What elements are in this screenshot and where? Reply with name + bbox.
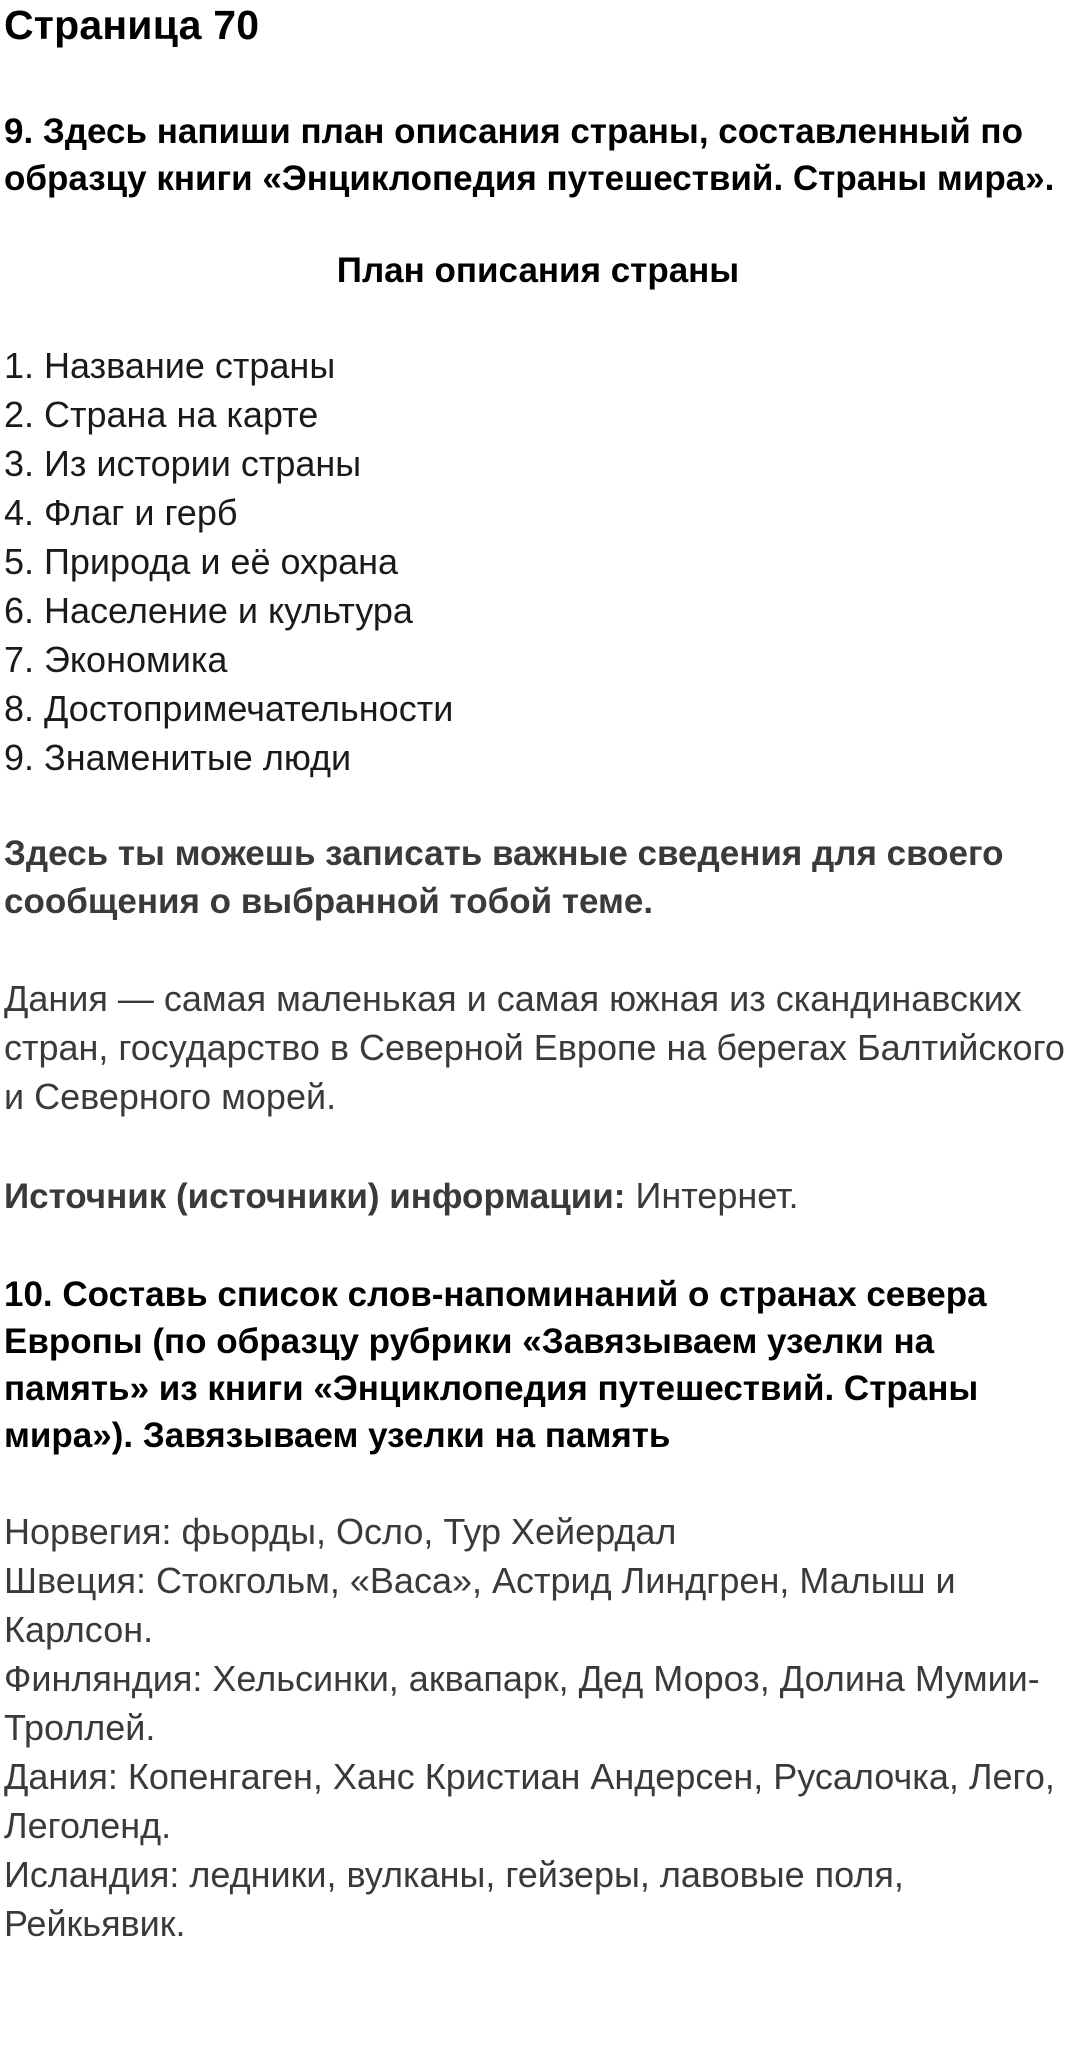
plan-item: 6. Население и культура	[4, 590, 413, 631]
notes-prompt: Здесь ты можешь записать важные сведения для своего сообщения о выбранной тобой теме.	[4, 834, 1004, 921]
memo-item-sweden: Швеция: Стокгольм, «Васа», Астрид Линдгрен, Малыш и Карлсон.	[4, 1560, 956, 1650]
notes-text: Дания — самая маленькая и самая южная из скандинавских стран, государство в Северной Европе на берегах Балтийского и Северного морей.	[4, 978, 1065, 1117]
plan-list	[4, 341, 1072, 782]
memo-list	[4, 1507, 1072, 1948]
memo-item-iceland: Исландия: ледники, вулканы, гейзеры, лавовые поля, Рейкьявик.	[4, 1854, 904, 1944]
plan-heading: План описания страны	[336, 251, 740, 290]
plan-item: 9. Знаменитые люди	[4, 737, 352, 778]
plan-item: 8. Достопримечательности	[4, 688, 454, 729]
memo-item-finland: Финляндия: Хельсинки, аквапарк, Дед Мороз, Долина Мумии-Троллей.	[4, 1658, 1040, 1748]
plan-item: 1. Название страны	[4, 345, 336, 386]
plan-item: 5. Природа и её охрана	[4, 541, 399, 582]
task-9-text: 9. Здесь напиши план описания страны, составленный по образцу книги «Энциклопедия путешествий. Страны мира».	[4, 112, 1055, 198]
task-10-text: 10. Составь список слов-напоминаний о странах севера Европы (по образцу рубрики «Завязываем узелки на память» из книги «Энциклопедия путешествий. Страны мира»). Завязываем узелки на память	[4, 1275, 987, 1455]
memo-item-norway: Норвегия: фьорды, Осло, Тур Хейердал	[4, 1511, 677, 1552]
memo-item-denmark: Дания: Копенгаген, Ханс Кристиан Андерсен, Русалочка, Лего, Леголенд.	[4, 1756, 1055, 1846]
plan-item: 4. Флаг и герб	[4, 492, 238, 533]
source-value: Интернет.	[625, 1175, 799, 1216]
plan-item: 7. Экономика	[4, 639, 228, 680]
source-label: Источник (источники) информации:	[4, 1177, 626, 1216]
page-title: Страница 70	[4, 2, 260, 48]
plan-item: 3. Из истории страны	[4, 443, 362, 484]
plan-item: 2. Страна на карте	[4, 394, 319, 435]
source-line	[4, 1171, 1072, 1221]
